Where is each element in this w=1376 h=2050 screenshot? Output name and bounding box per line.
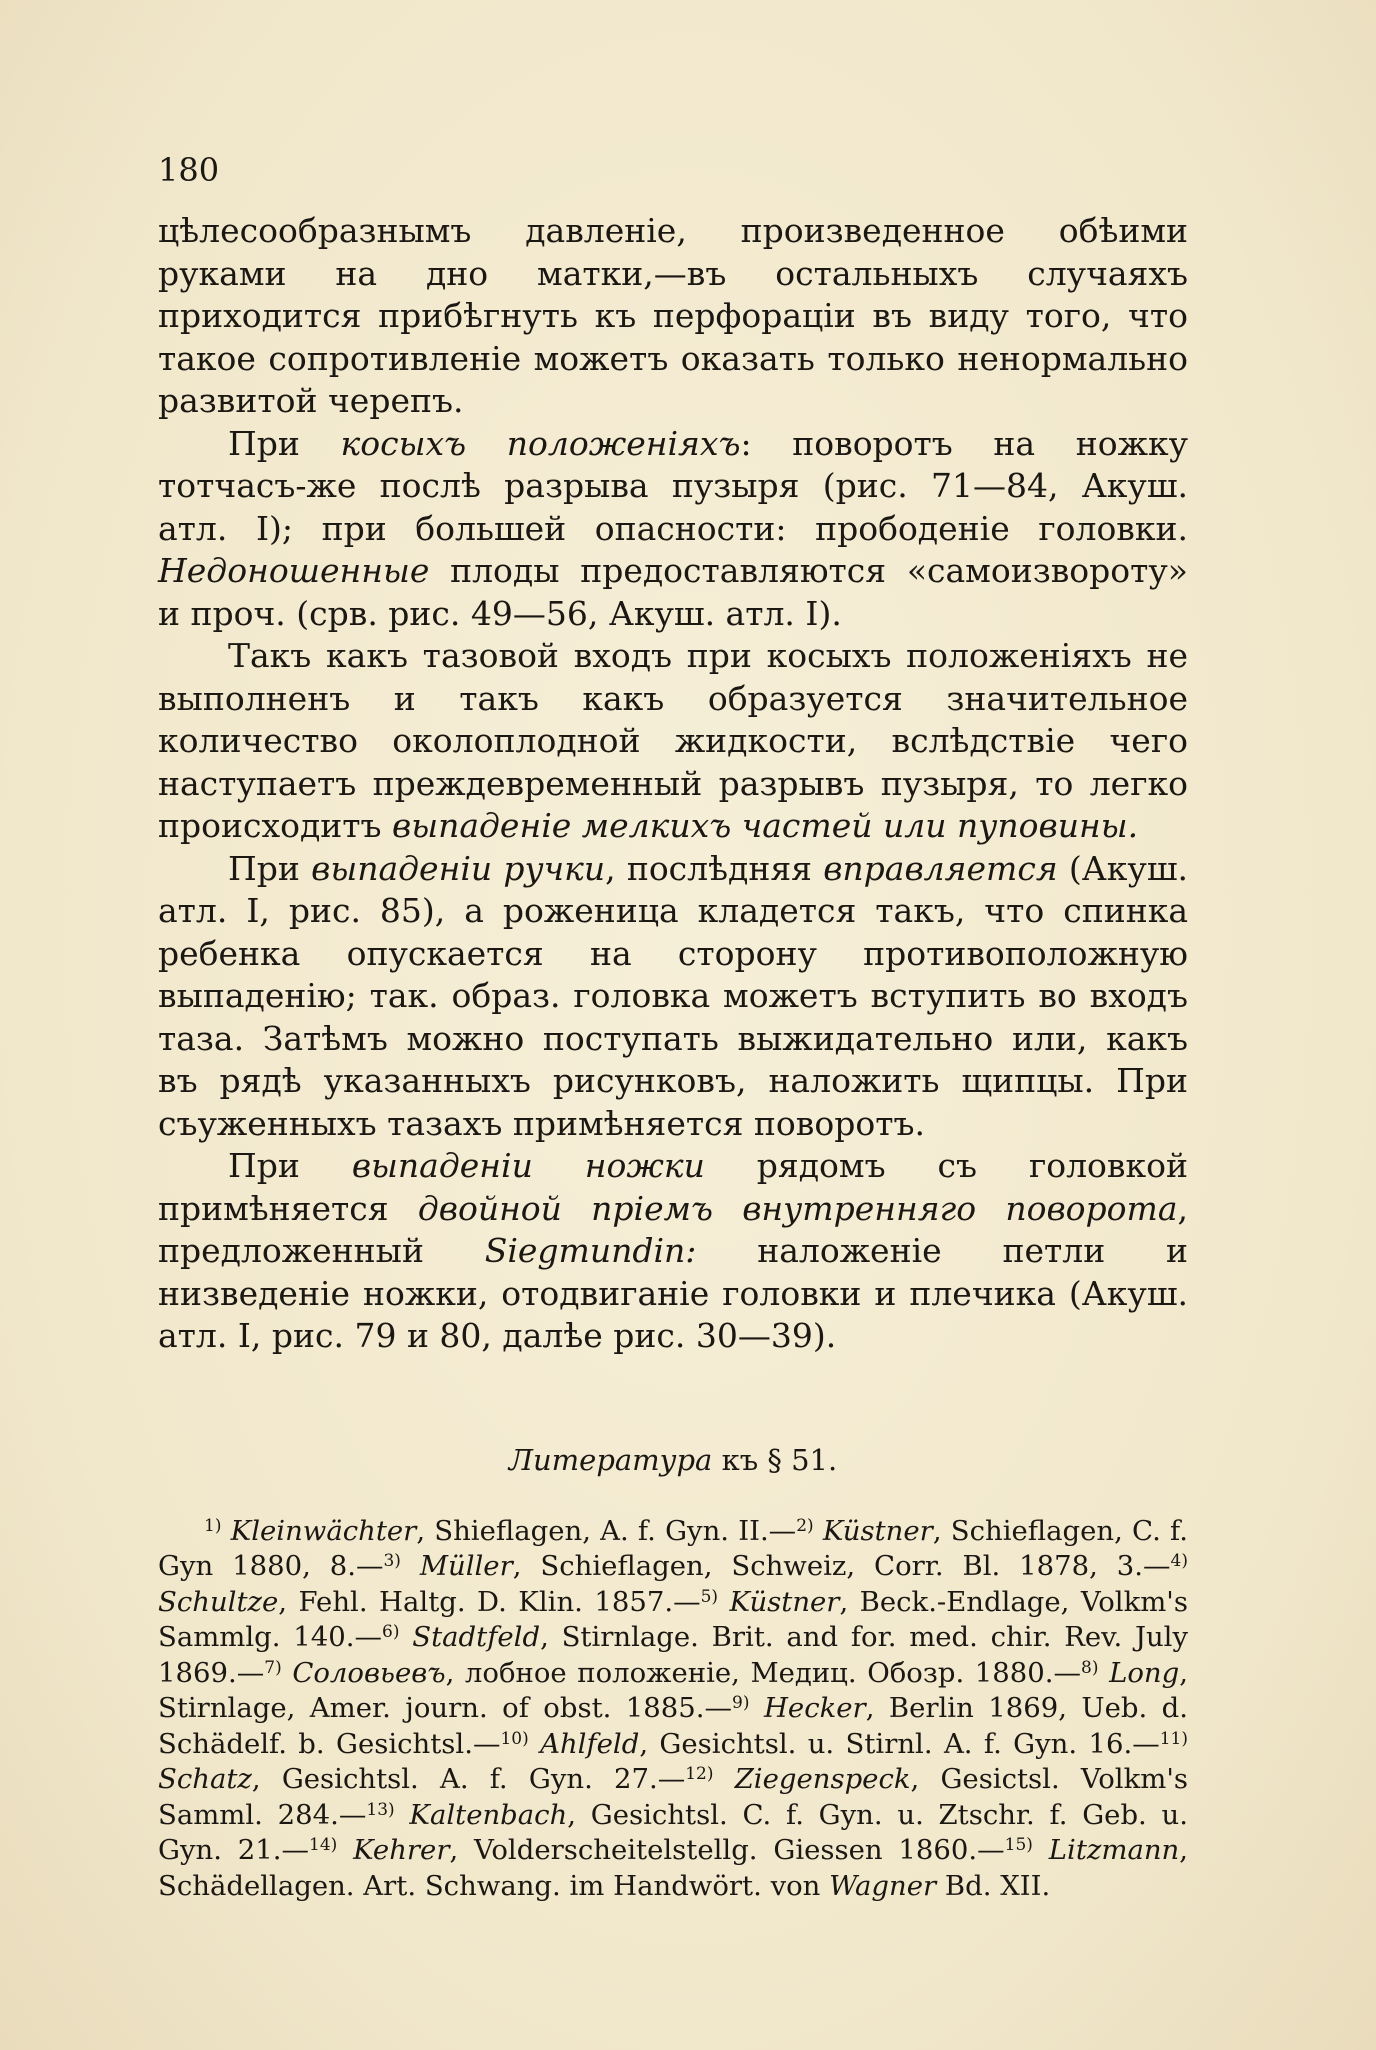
footnote-marker: 13) xyxy=(366,1799,395,1820)
footnote-marker: 8) xyxy=(1081,1657,1099,1678)
footnote-number: 3 xyxy=(383,1551,395,1571)
reference-text: , Gesichtsl. A. f. Gyn. 27.— xyxy=(251,1763,686,1795)
reference-author: Küstner xyxy=(729,1585,840,1618)
footnote-marker: 11) xyxy=(1159,1728,1188,1749)
footnote-marker: 15) xyxy=(1004,1835,1033,1855)
reference-author: Küstner xyxy=(822,1514,933,1547)
emphasized-text: двойной пріемъ внутренняго поворота xyxy=(417,1188,1178,1228)
reference-author: Wagner xyxy=(829,1869,937,1902)
emphasized-text: выпаденіи ножки xyxy=(351,1146,705,1185)
reference-author: Schatz xyxy=(158,1763,252,1795)
paragraph-text: , предложенный xyxy=(158,1188,1188,1270)
reference-text: , лобное положеніе, Медиц. Обозр. 1880.— xyxy=(445,1656,1082,1689)
emphasized-text: косыхъ положеніяхъ xyxy=(340,423,741,463)
reference-author: Litzmann xyxy=(1048,1834,1180,1866)
footnote-number: 14 xyxy=(309,1835,331,1855)
reference-author: Kleinwächter xyxy=(230,1514,417,1547)
footnote-number: 6 xyxy=(382,1622,393,1642)
footnote-number: 11 xyxy=(1159,1728,1182,1749)
footnote-number: 1 xyxy=(204,1515,215,1536)
paragraph-text: : поворотъ на ножку тотчасъ-же послѣ разрыва пузыря (рис. 71—84, Акуш. атл. I); при большей опасности: прободеніе головки. xyxy=(158,423,1188,548)
paragraph-text: наложеніе петли и низведеніе ножки, отодвиганіе головки и плечика (Акуш. атл. I, рис. 79 и 80, далѣе рис. 30—39). xyxy=(158,1231,1188,1355)
footnote-marker: 5) xyxy=(700,1586,719,1607)
footnote-number: 7 xyxy=(264,1657,276,1678)
footnote-number: 9 xyxy=(732,1693,743,1713)
emphasized-text: выпаденіи ручки xyxy=(311,848,606,888)
footnote-marker: 6) xyxy=(382,1622,400,1642)
footnote-marker: 7) xyxy=(264,1657,282,1678)
reference-text: , Shieflagen, A. f. Gyn. II.— xyxy=(416,1514,797,1547)
emphasized-text: вправляется xyxy=(823,848,1058,888)
paragraph-text: рядомъ съ головкой примѣняется xyxy=(158,1146,1188,1228)
paragraph-text: При xyxy=(228,1146,352,1185)
reference-author: Müller xyxy=(419,1550,513,1582)
footnote-marker: 1) xyxy=(204,1515,222,1536)
footnote-number: 12 xyxy=(685,1764,707,1784)
reference-author: Kaltenbach xyxy=(409,1798,568,1831)
paragraph xyxy=(158,635,1188,848)
paragraph-text: плоды предоставляются «самоизвороту» и проч. (срв. рис. 49—56, Акуш. атл. I). xyxy=(158,551,1188,633)
reference-text: , Schieflagen, C. f. Gyn 1880, 8.— xyxy=(158,1514,1188,1582)
paragraph xyxy=(158,423,1188,636)
reference-text: , Volderscheitelstellg. Giessen 1860.— xyxy=(449,1834,1005,1866)
reference-text: , Beck.-Endlage, Volkm's Sammlg. 140.— xyxy=(158,1585,1188,1653)
emphasized-text: Siegmundin: xyxy=(484,1231,697,1270)
emphasized-text: выпаденіе мелкихъ частей или пуповины. xyxy=(392,806,1139,845)
footnote-marker: 4) xyxy=(1170,1551,1188,1571)
reference-author: Kehrer xyxy=(353,1834,450,1866)
footnote-marker: 10) xyxy=(500,1728,529,1749)
footnote-number: 4 xyxy=(1170,1551,1182,1571)
reference-author: Ziegenspeck xyxy=(734,1763,911,1795)
reference-author: Stadtfeld xyxy=(412,1621,541,1653)
footnote-marker: 14) xyxy=(309,1835,338,1855)
paragraph-text: (Акуш. атл. I, рис. 85), а роженица кладется такъ, что спинка ребенка опускается на сторону противоположную выпаденію; так. образ. головка можетъ вступить во входъ таза. Затѣмъ можно поступать выжидательно или, какъ въ рядѣ указанныхъ рисунковъ, наложить щипцы. При съуженныхъ тазахъ примѣняется поворотъ. xyxy=(158,848,1188,1143)
footnote-number: 13 xyxy=(366,1799,389,1820)
reference-text: , Stirnlage, Amer. journ. of obst. 1885.— xyxy=(158,1656,1188,1724)
paragraph-text: , послѣдняя xyxy=(605,848,824,888)
footnote-number: 15 xyxy=(1004,1835,1027,1855)
literature-heading-reference: къ § 51. xyxy=(712,1442,838,1477)
emphasized-text: Недоношенные xyxy=(158,551,430,590)
reference-text: Bd. XII. xyxy=(936,1869,1051,1902)
page-body xyxy=(158,150,1188,1904)
paragraph-text: При xyxy=(228,848,312,888)
paragraph-text: цѣлесообразнымъ давленіе, произведенное обѣими руками на дно матки,—въ остальныхъ случаяхъ приходится прибѣгнуть къ перфораціи въ виду того, что такое сопротивленіе можетъ оказать только ненормально развитой черепъ. xyxy=(158,211,1188,420)
reference-author: Schultze xyxy=(158,1585,279,1618)
footnote-marker: 12) xyxy=(685,1764,714,1784)
footnote-number: 5 xyxy=(700,1586,712,1607)
footnote-number: 2 xyxy=(796,1515,808,1536)
reference-author: Hecker xyxy=(763,1692,866,1724)
paragraph-text: При xyxy=(228,423,341,463)
footnote-marker: 9) xyxy=(732,1693,750,1713)
main-text xyxy=(158,210,1188,1358)
reference-text: , Schädellagen. Art. Schwang. im Handwört. von xyxy=(158,1834,1189,1902)
reference-text: , Berlin 1869, Ueb. d. Schädelf. b. Gesichtsl.— xyxy=(158,1692,1188,1760)
footnote-number: 8 xyxy=(1081,1657,1092,1678)
paragraph xyxy=(158,210,1188,423)
page-number: 180 xyxy=(158,151,220,189)
reference-author: Long xyxy=(1109,1656,1180,1689)
footnote-marker: 3) xyxy=(383,1551,401,1571)
reference-text: , Gesichtsl. C. f. Gyn. u. Ztschr. f. Geb. u. Gyn. 21.— xyxy=(158,1798,1188,1866)
reference-author: Ahlfeld xyxy=(540,1727,640,1760)
footnote-number: 10 xyxy=(500,1728,523,1749)
reference-text: , Gesichtsl. u. Stirnl. A. f. Gyn. 16.— xyxy=(639,1727,1160,1760)
footnote-marker: 2) xyxy=(796,1515,814,1536)
reference-text: , Stirnlage. Brit. and for. med. chir. Rev. July 1869.— xyxy=(158,1621,1189,1689)
literature-heading-title: Литература xyxy=(508,1442,713,1477)
reference-text: , Gesictsl. Volkm's Samml. 284.— xyxy=(158,1763,1188,1831)
paragraph xyxy=(158,1145,1188,1358)
paragraph xyxy=(158,848,1188,1146)
literature-references xyxy=(158,1514,1188,1905)
reference-author: Соловьевъ xyxy=(292,1656,446,1689)
reference-text: , Schieflagen, Schweiz, Corr. Bl. 1878, 3.— xyxy=(512,1550,1171,1582)
paragraph-text: Такъ какъ тазовой входъ при косыхъ положеніяхъ не выполненъ и такъ какъ образуется значительное количество околоплодной жидкости, вслѣдствіе чего наступаетъ преждевременный разрывъ пузыря, то легко происходитъ xyxy=(158,636,1188,845)
reference-text: , Fehl. Haltg. D. Klin. 1857.— xyxy=(278,1585,701,1618)
literature-heading xyxy=(158,1442,1188,1478)
